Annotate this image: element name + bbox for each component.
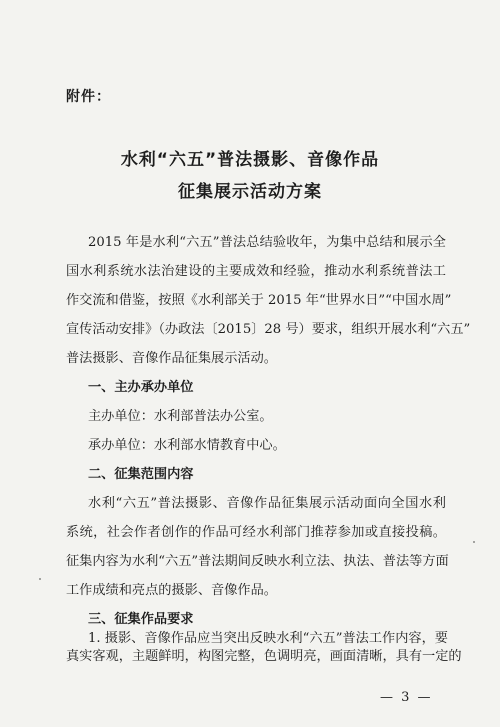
section-line: 1. 摄影、音像作品应当突出反映水利“六五”普法工作内容，要 [88,631,448,646]
intro-line: 作交流和借鉴，按照《水利部关于 2015 年“世界水日”“中国水周” [66,293,452,308]
section-line: 水利“六五”普法摄影、音像作品征集展示活动面向全国水利 [88,496,446,511]
section-line: 工作成绩和亮点的摄影、音像作品。 [66,583,277,598]
section-line: 承办单位：水利部水情教育中心。 [88,438,286,453]
intro-line: 宣传活动安排》（办政法〔2015〕28 号）要求，组织开展水利“六五” [66,322,471,337]
document-title-line-1: 水利“六五”普法摄影、音像作品 [120,150,380,170]
section-heading: 二、征集范围内容 [88,467,194,482]
section-heading: 三、征集作品要求 [88,612,194,627]
attachment-label: 附件： [66,89,111,105]
scan-speck [473,541,475,543]
section-heading: 一、主办承办单位 [88,380,194,395]
section-line: 征集内容为水利“六五”普法期间反映水利立法、执法、普法等方面 [66,554,449,569]
page-number: — 3 — [380,690,433,705]
scan-speck [39,578,41,580]
document-title-line-2: 征集展示活动方案 [178,182,322,202]
section-line: 主办单位：水利部普法办公室。 [88,409,273,424]
intro-line: 国水利系统水法治建设的主要成效和经验，推动水利系统普法工 [66,264,446,279]
section-line: 真实客观，主题鲜明，构图完整，色调明亮，画面清晰，具有一定的 [66,649,462,664]
intro-line: 普法摄影、音像作品征集展示活动。 [66,351,277,366]
intro-line: 2015 年是水利“六五”普法总结验收年，为集中总结和展示全 [88,235,446,250]
section-line: 系统，社会作者创作的作品可经水利部门推荐参加或直接投稿。 [66,525,446,540]
